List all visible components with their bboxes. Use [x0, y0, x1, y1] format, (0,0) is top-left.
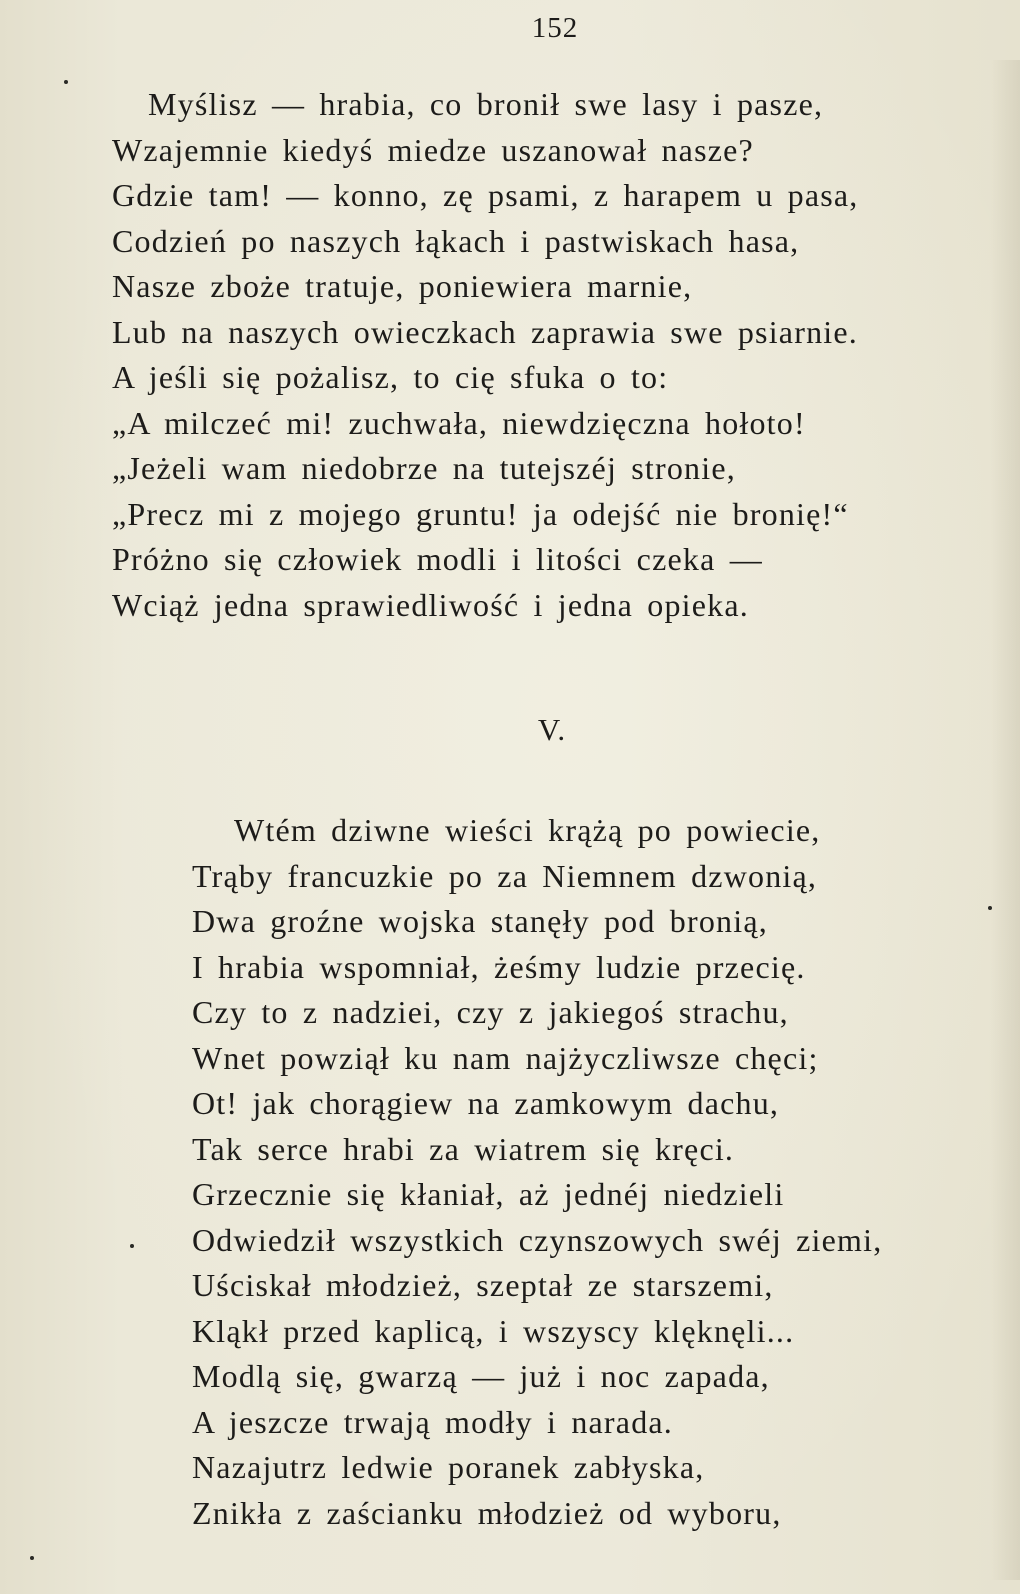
verse-line: Wnet powziął ku nam najżyczliwsze chęci; [192, 1039, 819, 1076]
verse-line: Trąby francuzkie po za Niemnem dzwonią, [192, 857, 818, 894]
stanza-2 [192, 808, 882, 1536]
verse-line: Lub na naszych owieczkach zaprawia swe psiarnie. [112, 313, 858, 350]
verse-line: Tak serce hrabi za wiatrem się kręci. [192, 1130, 735, 1167]
verse-line: Codzień po naszych łąkach i pastwiskach hasa, [112, 222, 800, 259]
verse-line: Znikła z zaścianku młodzież od wyboru, [192, 1494, 782, 1531]
verse-line: Nasze zboże tratuje, poniewiera marnie, [112, 268, 693, 304]
verse-line: Nazajutrz ledwie poranek zabłyska, [192, 1449, 705, 1485]
page-edge-shadow [990, 60, 1020, 1580]
verse-line: Modlą się, gwarzą — już i noc zapada, [192, 1358, 770, 1394]
verse-line: Wciąż jedna sprawiedliwość i jedna opieka. [112, 586, 749, 623]
verse-line: Ot! jak chorągiew na zamkowym dachu, [192, 1085, 780, 1121]
verse-line: I hrabia wspomniał, żeśmy ludzie przecię. [192, 948, 806, 985]
verse-line: Dwa groźne wojska stanęły pod bronią, [192, 903, 768, 939]
verse-line: A jeśli się pożalisz, to cię sfuka o to: [112, 359, 669, 395]
verse-line: Próżno się człowiek modli i litości czeka — [112, 541, 763, 577]
stanza-1 [112, 82, 859, 628]
verse-line: Kląkł przed kaplicą, i wszyscy klęknęli... [192, 1312, 795, 1349]
paper-speck [130, 1244, 134, 1248]
verse-line: Wzajemnie kiedyś miedze uszanował nasze? [112, 131, 754, 168]
verse-line: „Precz mi z mojego gruntu! ja odejść nie bronię!“ [112, 495, 849, 532]
verse-line: „A milczeć mi! zuchwała, niewdzięczna hołoto! [112, 404, 806, 441]
verse-line: „Jeżeli wam niedobrze na tutejszéj stronie, [112, 450, 736, 486]
verse-line: Gdzie tam! — konno, zę psami, z harapem u pasa, [112, 177, 859, 213]
verse-line: Myślisz — hrabia, co bronił swe lasy i pasze, [148, 86, 824, 122]
paper-speck [988, 906, 992, 910]
verse-line: A jeszcze trwają modły i narada. [192, 1403, 673, 1440]
verse-line: Czy to z nadziei, czy z jakiegoś strachu, [192, 994, 789, 1030]
paper-speck [30, 1556, 34, 1560]
page-number: 152 [531, 12, 579, 44]
verse-line: Uściskał młodzież, szeptał ze starszemi, [192, 1267, 774, 1303]
verse-line: Odwiedził wszystkich czynszowych swéj ziemi, [192, 1221, 883, 1258]
paper-speck [64, 80, 68, 84]
verse-line: Grzecznie się kłaniał, aż jednéj niedzieli [192, 1176, 785, 1212]
verse-line: Wtém dziwne wieści krążą po powiecie, [234, 812, 821, 848]
section-heading: V. [537, 712, 567, 747]
